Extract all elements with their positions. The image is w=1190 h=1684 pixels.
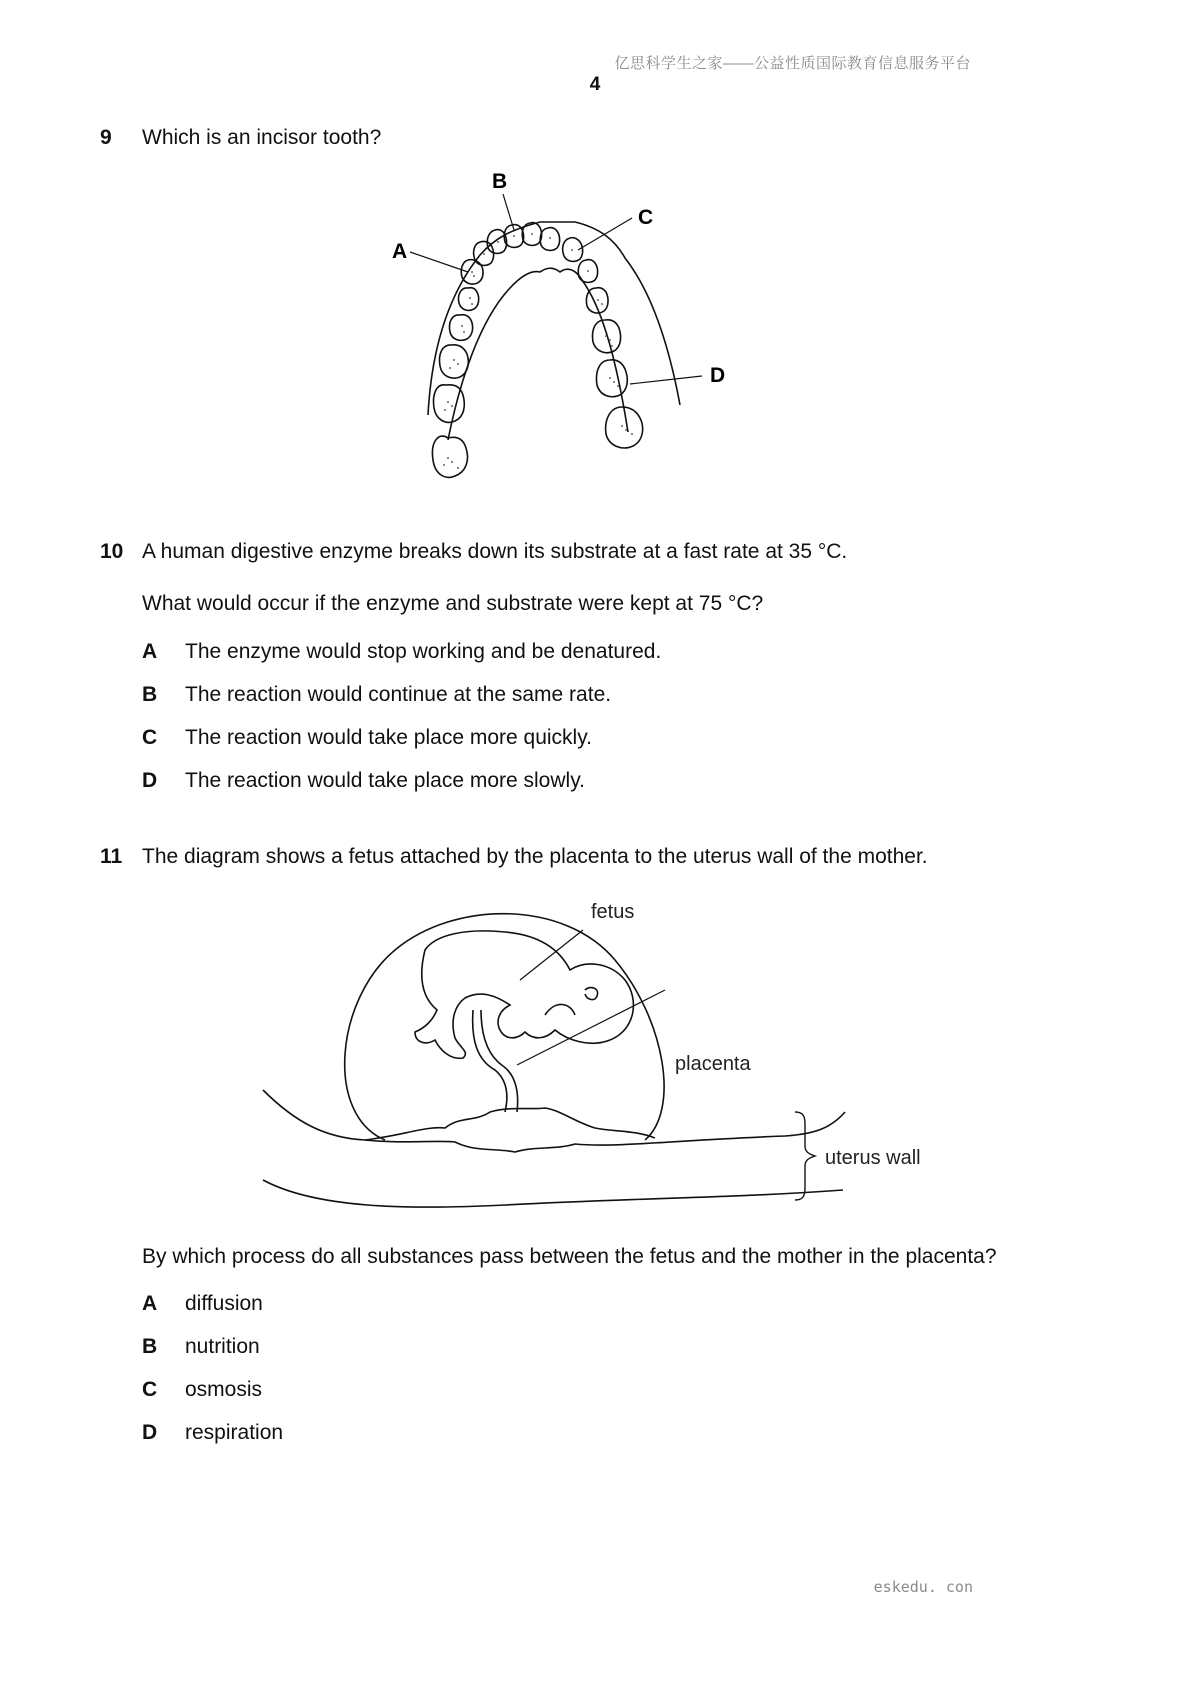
question-10-question: What would occur if the enzyme and substrate were kept at 75 °C? — [142, 592, 764, 615]
watermark-footer: eskedu. con — [873, 1578, 973, 1596]
page-number: 4 — [589, 74, 601, 95]
leader-line-c — [578, 218, 632, 250]
question-10-number: 10 — [100, 540, 124, 563]
fetus-body — [415, 931, 633, 1058]
watermark-header: 亿思科学生之家——公益性质国际教育信息服务平台 — [614, 55, 971, 72]
question-10-stem: A human digestive enzyme breaks down its substrate at a fast rate at 35 °C. — [142, 540, 848, 563]
q10-option-b-text: The reaction would continue at the same rate. — [185, 683, 612, 706]
leader-line-d — [630, 376, 702, 384]
leader-line-fetus — [520, 930, 583, 980]
q11-option-d-text: respiration — [185, 1421, 284, 1444]
q10-option-a-letter: A — [142, 640, 158, 663]
q11-option-a-text: diffusion — [185, 1292, 263, 1315]
teeth-diagram — [392, 170, 800, 490]
label-placenta: placenta — [675, 1053, 751, 1075]
q11-option-a-letter: A — [142, 1292, 158, 1315]
q10-option-d-text: The reaction would take place more slowly. — [185, 769, 585, 792]
leader-line-placenta — [517, 990, 665, 1065]
label-a: A — [392, 240, 408, 263]
q10-option-a-text: The enzyme would stop working and be denatured. — [185, 640, 662, 663]
uterus-wall-lower — [263, 1180, 843, 1207]
q10-option-c-letter: C — [142, 726, 158, 749]
label-fetus: fetus — [591, 901, 635, 923]
fetus-placenta-diagram — [255, 890, 955, 1210]
tooth-right-molar-2 — [597, 360, 628, 397]
umbilical-cord — [473, 1010, 507, 1112]
label-b: B — [492, 170, 508, 193]
question-11-stem: The diagram shows a fetus attached by the placenta to the uterus wall of the mother. — [142, 845, 928, 868]
q11-option-c-text: osmosis — [185, 1378, 263, 1401]
question-11-number: 11 — [100, 845, 123, 868]
leader-line-b — [503, 194, 514, 230]
label-d: D — [710, 364, 726, 387]
uterus-wall-bracket — [795, 1112, 815, 1200]
q10-option-c-text: The reaction would take place more quickly. — [185, 726, 592, 749]
label-c: C — [638, 206, 654, 229]
tooth-left-molar-1 — [440, 345, 469, 378]
q11-option-b-letter: B — [142, 1335, 158, 1358]
question-9-text: Which is an incisor tooth? — [142, 126, 382, 149]
question-9-number: 9 — [100, 126, 112, 149]
leader-line-a — [410, 252, 468, 272]
question-11-question: By which process do all substances pass between the fetus and the mother in the placenta? — [142, 1245, 997, 1268]
q11-option-d-letter: D — [142, 1421, 158, 1444]
inner-palate-line — [448, 268, 628, 440]
q11-option-c-letter: C — [142, 1378, 158, 1401]
amniotic-sac — [345, 914, 664, 1140]
q11-option-b-text: nutrition — [185, 1335, 260, 1358]
tooth-left-premolar-2 — [449, 315, 472, 341]
outer-gum-line — [428, 222, 680, 415]
q10-option-b-letter: B — [142, 683, 158, 706]
q10-option-d-letter: D — [142, 769, 158, 792]
tooth-left-molar-3 — [432, 436, 467, 477]
label-uterus-wall: uterus wall — [825, 1147, 921, 1169]
tooth-left-premolar-1 — [458, 288, 478, 311]
placenta-outline — [365, 1108, 655, 1140]
